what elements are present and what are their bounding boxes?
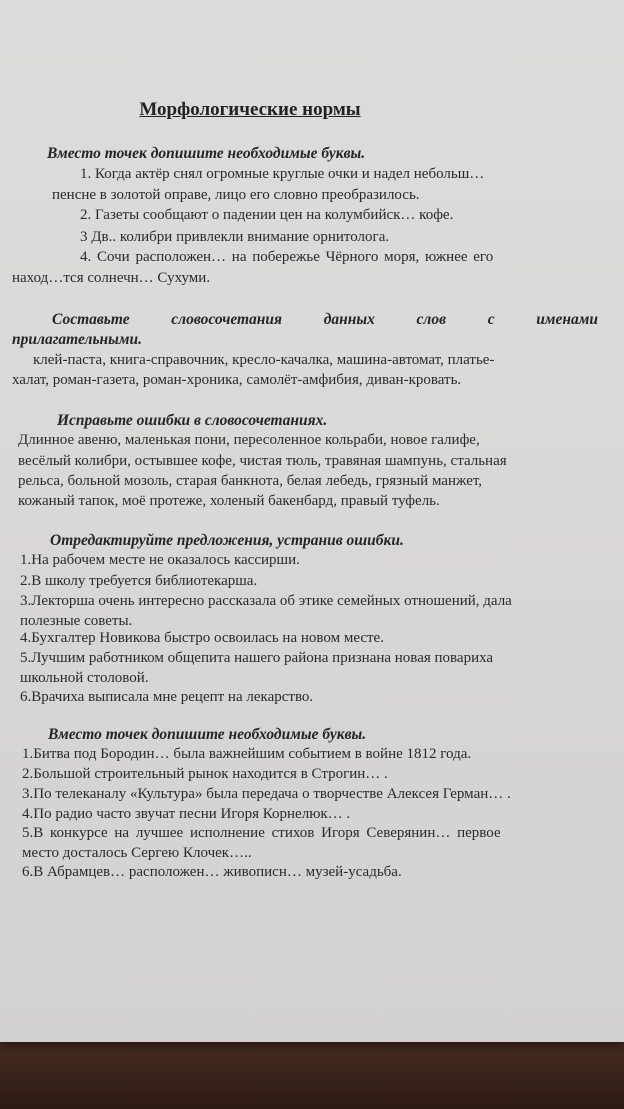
section3-line: Длинное авеню, маленькая пони, пересоленное кольраби, новое галифе, — [18, 432, 480, 448]
section3-line: весёлый колибри, остывшее кофе, чистая тюль, травяная шампунь, стальная — [18, 453, 507, 469]
section5-line: место досталось Сергею Клочек….. — [22, 845, 252, 861]
section1-line: 4. Сочи расположен… на побережье Чёрного моря, южнее его — [80, 249, 494, 265]
section4-line: 4.Бухгалтер Новикова быстро освоилась на новом месте. — [20, 630, 384, 646]
section4-line: 5.Лучшим работником общепита нашего района признана новая повариха — [20, 650, 494, 666]
table-surface — [0, 1040, 624, 1109]
section2-heading-word: словосочетания — [171, 311, 283, 328]
page-title: Морфологические нормы — [139, 99, 361, 120]
section5-line: 1.Битва под Бородин… была важнейшим событием в войне 1812 года. — [22, 746, 472, 762]
section2-heading-word: с — [487, 311, 495, 328]
section2-heading-word: Составьте — [52, 311, 130, 328]
section4-line: 3.Лекторша очень интересно рассказала об этике семейных отношений, дала — [20, 593, 512, 609]
section2-heading — [52, 311, 598, 329]
section4-line: 2.В школу требуется библиотекарша. — [20, 573, 258, 589]
section1-line: 3 Дв.. колибри привлекли внимание орнитолога. — [80, 229, 390, 245]
section4-heading: Отредактируйте предложения, устранив ошибки. — [50, 532, 404, 549]
section5-heading: Вместо точек допишите необходимые буквы. — [48, 726, 367, 743]
section3-line: кожаный тапок, моё протеже, холеный бакенбард, правый туфель. — [18, 493, 440, 509]
section5-line: 4.По радио часто звучат песни Игоря Корнелюк… . — [22, 806, 351, 822]
section3-line: рельса, больной мозоль, старая банкнота, белая лебедь, грязный манжет, — [18, 473, 483, 489]
section1-line: пенсне в золотой оправе, лицо его словно преобразилось. — [52, 187, 420, 203]
section3-heading: Исправьте ошибки в словосочетаниях. — [57, 412, 328, 429]
section5-line: 3.По телеканалу «Культура» была передача о творчестве Алексея Герман… . — [22, 786, 511, 802]
section1-heading: Вместо точек допишите необходимые буквы. — [47, 145, 366, 162]
section5-line: 2.Большой строительный рынок находится в Строгин… . — [22, 766, 388, 782]
section2-line: халат, роман-газета, роман-хроника, самолёт-амфибия, диван-кровать. — [12, 372, 462, 388]
section4-line: полезные советы. — [20, 613, 133, 629]
section5-line: 5.В конкурсе на лучшее исполнение стихов Игоря Северянин… первое — [22, 825, 501, 841]
section1-line: 2. Газеты сообщают о падении цен на колумбийск… кофе. — [80, 207, 454, 223]
section1-line: наход…тся солнечн… Сухуми. — [12, 270, 211, 286]
section4-line: 6.Врачиха выписала мне рецепт на лекарство. — [20, 689, 314, 705]
section2-heading-word: именами — [536, 311, 598, 328]
section2-heading-word: данных — [323, 311, 375, 328]
section2-line: клей-паста, книга-справочник, кресло-качалка, машина-автомат, платье- — [33, 352, 495, 368]
section5-line: 6.В Абрамцев… расположен… живописн… музей-усадьба. — [22, 864, 402, 880]
section4-line: 1.На рабочем месте не оказалось кассирши. — [20, 552, 300, 568]
section2-heading-end: прилагательными. — [12, 331, 143, 348]
section2-heading-word: слов — [416, 311, 447, 328]
section4-line: школьной столовой. — [20, 670, 149, 686]
section1-line: 1. Когда актёр снял огромные круглые очки и надел небольш… — [80, 166, 485, 182]
